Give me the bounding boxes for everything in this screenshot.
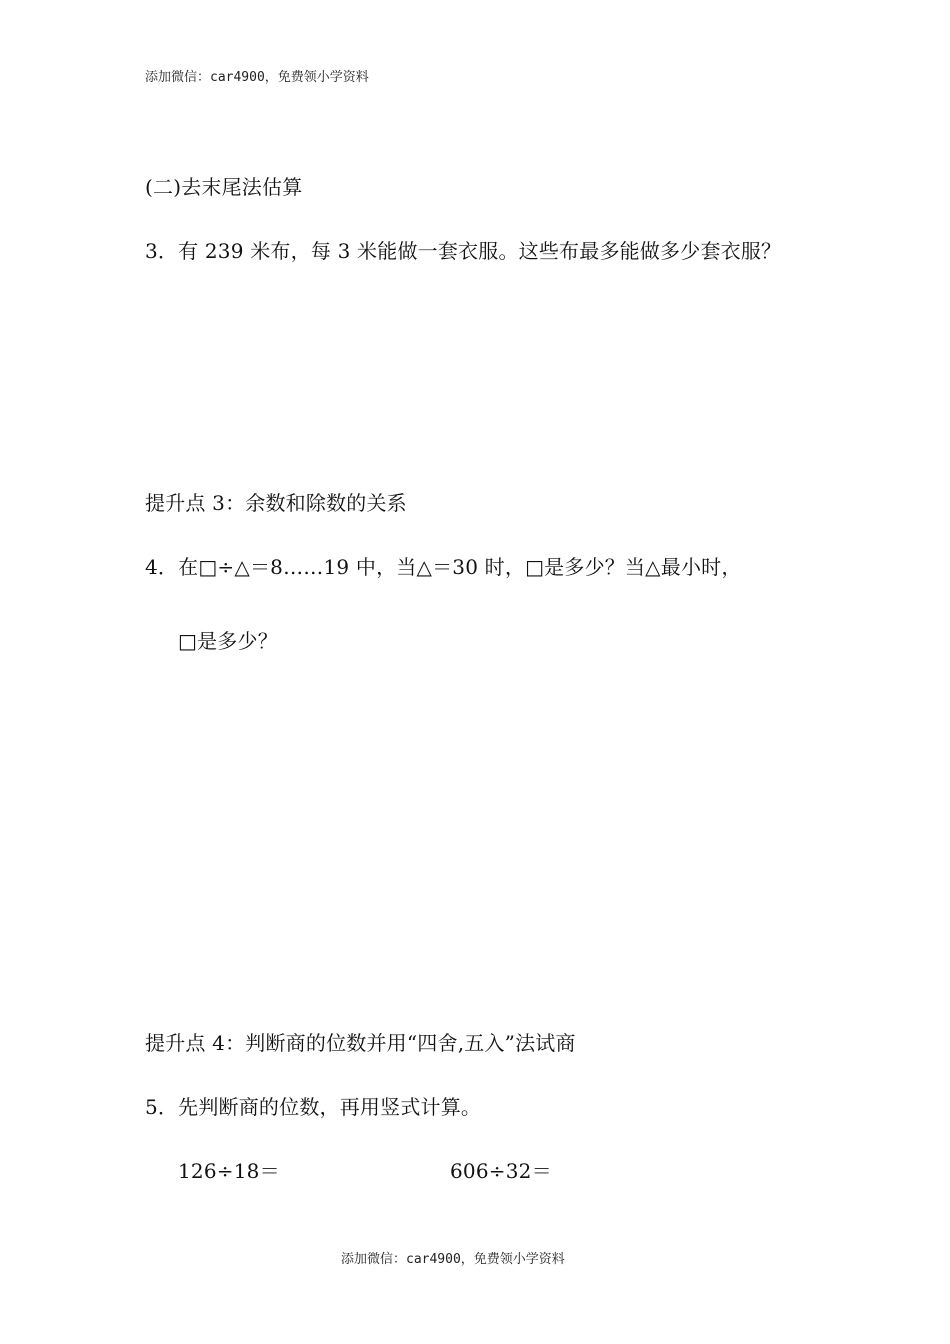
- question-4-line-2: □是多少？: [178, 629, 278, 653]
- question-4-line-1: 4．在□÷△＝8……19 中，当△＝30 时，□是多少？当△最小时，: [145, 555, 742, 579]
- point-3-title: 提升点 3：余数和除数的关系: [145, 491, 407, 515]
- calculation-2: 606÷32＝: [450, 1159, 552, 1183]
- question-3: 3．有 239 米布，每 3 米能做一套衣服。这些布最多能做多少套衣服？: [145, 239, 782, 263]
- point-4-title: 提升点 4：判断商的位数并用“四舍,五入”法试商: [145, 1031, 576, 1055]
- footer-note: 添加微信：car4900，免费领小学资料: [341, 1252, 565, 1267]
- header-note: 添加微信：car4900，免费领小学资料: [145, 70, 369, 85]
- question-5: 5．先判断商的位数，再用竖式计算。: [145, 1095, 482, 1119]
- calculation-1: 126÷18＝: [178, 1159, 280, 1183]
- section-title-estimation: (二)去末尾法估算: [145, 175, 303, 199]
